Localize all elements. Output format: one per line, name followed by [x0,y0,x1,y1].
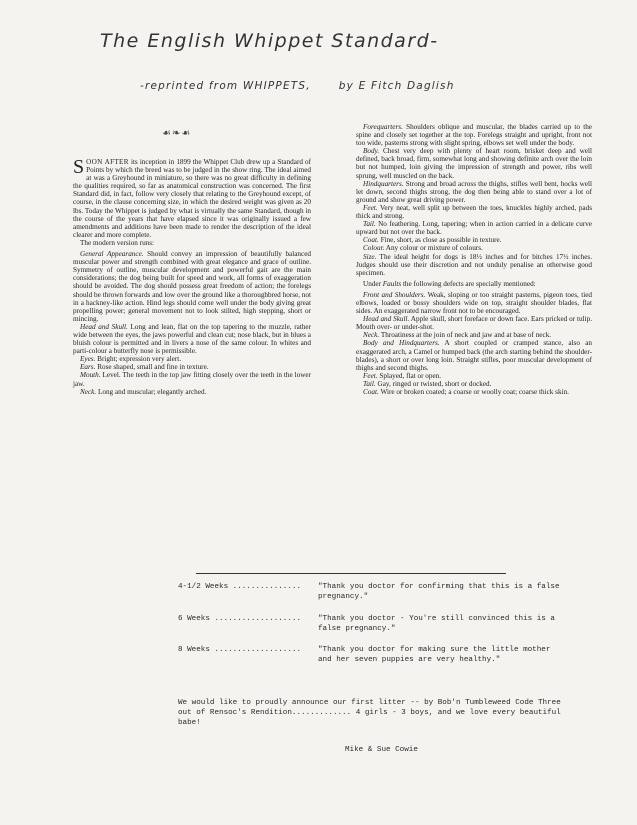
standard-paragraph [356,204,592,220]
right-column [356,120,592,396]
note-label-1: 4-1/2 Weeks ............... [178,583,302,591]
ornament-glyph: ☙❧☙ [162,128,192,139]
right-standard-list [356,123,592,277]
faults-intro [356,280,592,288]
standard-heading: Ears. [80,363,96,372]
fault-heading: Head and Skull. [363,315,410,324]
standard-heading: Colour. [363,244,385,253]
left-standard-list [73,250,311,396]
reprint-line [140,80,610,92]
standard-paragraph [356,236,592,244]
author-credit: by E Fitch Daglish [338,80,455,92]
standard-text: Should convey an impression of beautifully balanced muscular power and strength combined with great elegance and grace of outline. Symmetry of outline, muscular development and powerful gait are the main considerations; the dog being built for speed and work, all forms of exaggeration should be avoided. The dog should possess great freedom of action; the forelegs should be thrown forwards and low over the ground like a thoroughbred horse, not in a hackney-like action. Hind legs should come well under the body giving great propelling power; general movement not to look stilted, high stepping, short or mincing. [73,250,311,323]
fault-text: A short coupled or cramped stance, also an exaggerated arch, a Camel or humped back (the arch starting behind the shoulder-blades), a short or over long loin. Straight stifles, poor muscular development of thighs and second thighs. [356,339,592,372]
standard-paragraph [356,147,592,179]
note-quote-3: "Thank you doctor for making sure the little mother and her seven puppies are very healthy." [318,646,551,664]
fault-paragraph [356,388,592,396]
fault-heading: Tail. [363,379,376,388]
standard-heading: Hindquarters. [363,179,404,188]
section-divider [196,573,506,574]
standard-paragraph [356,220,592,236]
note-label-2: 6 Weeks ................... [178,615,302,623]
note-quote-1: "Thank you doctor for confirming that this is a false pregnancy." [318,583,560,601]
fault-paragraph [356,291,592,315]
standard-text: No feathering. Long, tapering; when in action carried in a delicate curve upward but not over the back. [356,220,592,237]
standard-paragraph [356,253,592,277]
standard-heading: Head and Skull. [80,322,128,331]
signature: Mike & Sue Cowie [345,746,418,754]
standard-text: Shoulders oblique and muscular, the blades carried up to the spine and closely set together at the top. Forelegs straight and upright, front not too wide, pasterns strong with slight spring, elbows set well under the body. [356,123,592,148]
fault-heading: Neck. [363,331,380,340]
standard-text: Fine, short, as close as possible in texture. [378,236,502,245]
modern-version-line: The modern version runs: [80,238,155,247]
drop-cap: S [73,156,85,178]
standard-heading: Size. [363,252,377,261]
fault-heading: Coat. [363,388,379,396]
fault-paragraph [356,331,592,339]
fault-text: Apple skull, short foreface or down face. Ears pricked or tulip. Mouth over- or under-shot. [356,315,592,332]
fault-heading: Body and Hindquarters. [363,339,440,348]
fault-text: Throatiness at the join of neck and jaw and at base of neck. [379,331,552,340]
fault-text: Splayed, flat or open. [377,371,442,380]
standard-heading: Feet. [363,203,378,212]
fault-text: Gay, ringed or twisted, short or docked. [375,379,492,388]
fault-heading: Feet. [363,371,378,380]
standard-text: Chest very deep with plenty of heart room, brisket deep and well defined, back broad, firm, somewhat long and showing definite arch over the loin but not humped, loin giving the impression of strength and power, ribs well sprung, well muscled on the back. [356,147,592,180]
standard-text: Long and muscular; elegantly arched. [96,387,207,396]
standard-text: Very neat, well split up between the toes, knuckles highly arched, pads thick and strong. [356,203,592,221]
standard-text: Bright; expression very alert. [95,355,182,364]
standard-heading: Neck. [80,387,97,396]
standard-heading: Eyes. [80,355,96,364]
standard-paragraph [73,355,311,363]
fault-paragraph [356,372,592,380]
standard-heading: Coat. [363,236,379,245]
standard-heading: Forequarters. [363,123,403,131]
fault-text: Weak, sloping or too straight pasterns, pigeon toes, tied elbows, loaded or bossy shoulders wide on top, straight shoulder blades, flat sides. An exaggerated narrow front not to be encouraged. [356,290,592,316]
intro-text: its inception in 1899 the Whippet Club drew up a Standard of Points by which the breed was to be judged in the show ring. The ideal aimed at was a Greyhound in miniature, so there was no great difficulty in defining the qualities required, so far as anatomical construction was concerned. The first Standard did, in fact, follow very closely that relating to the Greyhound except, of course, in the clause concerning size, in which the desired weight was given as 20 lbs. Today the Whippet is judged by what is virtually the same Standard, though in the course of the years that have elapsed since it was originally issued a few amendments and additions have been made to render the description of the ideal clearer and more complete. [73,158,312,239]
litter-announcement: We would like to proudly announce our first litter -- by Bob'n Tumbleweed Code Three out of Rensoc's Rendition............. 4 girls - 3 boys, and we love every beautiful babe! [178,699,561,727]
standard-text: Level. The teeth in the top jaw fitting closely over the teeth in the lower jaw. [73,371,311,388]
standard-heading: Tail. [363,220,376,229]
standard-text: Strong and broad across the thighs, stifles well bent, hocks well let down, second thighs strong, the dog then being able to stand over a lot of ground and show great driving power. [356,179,592,204]
standard-text: Any colour or mixture of colours. [384,244,483,253]
standard-heading: Body. [363,147,380,156]
standard-paragraph [73,250,311,323]
standard-text: Rose shaped, small and fine in texture. [95,363,209,372]
standard-paragraph [73,323,311,355]
fault-paragraph [356,315,592,331]
reprint-source: -reprinted from WHIPPETS, [140,80,311,92]
fault-paragraph [356,339,592,371]
standard-paragraph [356,123,592,147]
left-column [73,158,311,396]
faults-word: Faults [382,279,402,288]
article-title: The English Whippet Standard- [100,30,439,52]
fault-text: Wire or broken coated; a coarse or woolly coat; coarse thick skin. [378,388,569,396]
standard-paragraph [73,371,311,387]
faults-intro-pre: Under [363,279,383,288]
note-label-3: 8 Weeks ................... [178,646,302,654]
standard-paragraph [356,244,592,252]
standard-heading: General Appearance. [80,250,144,259]
intro-paragraph [73,158,311,239]
faults-list [356,291,592,396]
note-quote-2: "Thank you doctor - You're still convinced this is a false pregnancy." [318,615,555,633]
faults-intro-post: the following defects are specially mentioned: [401,279,536,288]
fault-paragraph [356,380,592,388]
standard-heading: Mouth. [80,371,101,380]
standard-text: Long and lean, flat on the top tapering to the muzzle, rather wide between the eyes, the jaws powerful and clean cut; nose black, but in blues a bluish colour is permitted and in livers a nose of the same colour. In whites and parti-colour a butterfly nose is permissible. [73,322,311,356]
intro-lead: OON AFTER [86,158,129,166]
standard-paragraph [356,180,592,204]
standard-paragraph [73,363,311,371]
standard-paragraph [73,388,311,396]
standard-text: The ideal height for dogs is 18½ inches and for bitches 17½ inches. Judges should use their discretion and not unduly penalise an otherwise good specimen. [356,252,592,277]
fault-heading: Front and Shoulders. [363,290,426,299]
